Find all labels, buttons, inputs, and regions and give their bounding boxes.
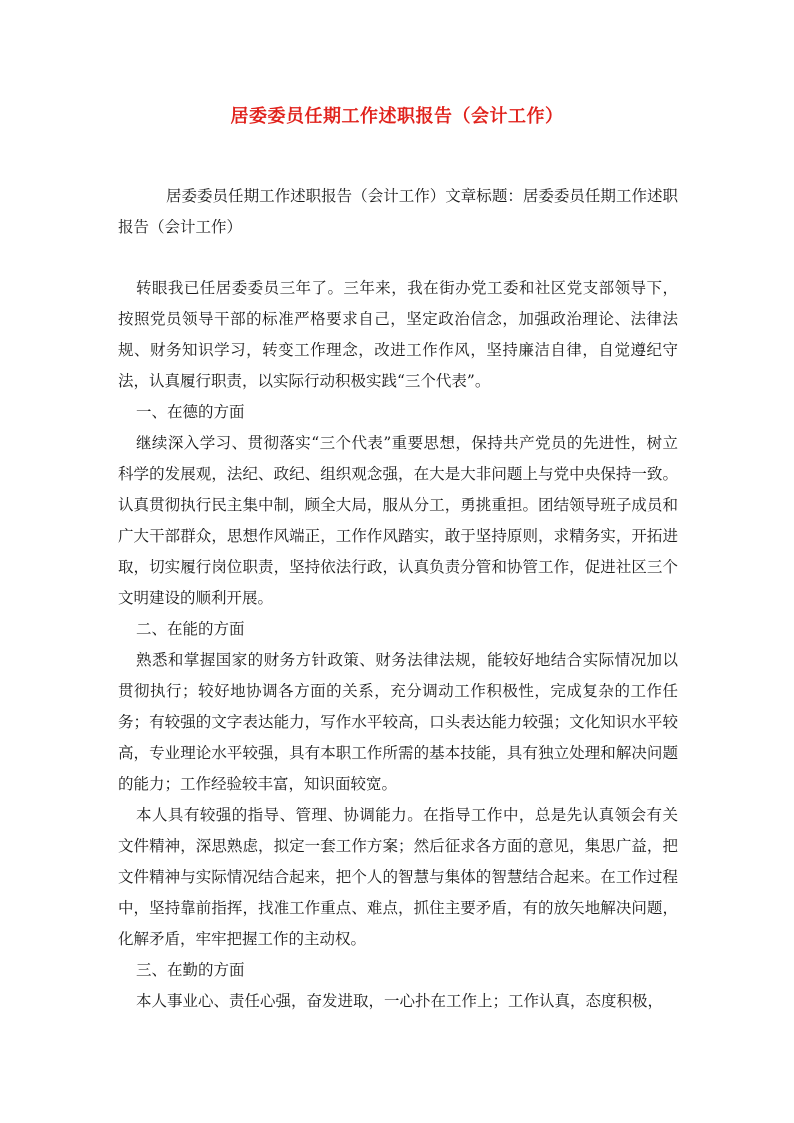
section-heading-diligence: 三、在勤的方面 [136, 961, 245, 979]
paragraph-ability-2: 本人具有较强的指导、管理、协调能力。在指导工作中，总是先认真领会有关文件精神，深思熟虑，拟定一套工作方案；然后征求各方面的意见，集思广益，把文件精神与实际情况结合起来，把个人的智慧与集体的智慧结合起来。在工作过程中，坚持靠前指挥，找准工作重点、难点，抓住主要矛盾，有的放矢地解决问题，化解矛盾，牢牢把握工作的主动权。 [118, 806, 678, 948]
paragraph-diligence: 本人事业心、责任心强，奋发进取，一心扑在工作上；工作认真，态度积极， [136, 992, 664, 1010]
section-heading-ability: 二、在能的方面 [136, 620, 245, 638]
section-heading-morality: 一、在德的方面 [136, 403, 245, 421]
intro-paragraph: 居委委员任期工作述职报告（会计工作）文章标题：居委委员任期工作述职报告（会计工作） [118, 187, 678, 236]
document-body [118, 273, 678, 1017]
paragraph-ability-1: 熟悉和掌握国家的财务方针政策、财务法律法规，能较好地结合实际情况加以贯彻执行；较好地协调各方面的关系，充分调动工作积极性，完成复杂的工作任务；有较强的文字表达能力，写作水平较高，口头表达能力较强；文化知识水平较高，专业理论水平较强，具有本职工作所需的基本技能，具有独立处理和解决问题的能力；工作经验较丰富，知识面较宽。 [118, 651, 678, 793]
paragraph-opening: 转眼我已任居委委员三年了。三年来，我在街办党工委和社区党支部领导下，按照党员领导干部的标准严格要求自己，坚定政治信念，加强政治理论、法律法规、财务知识学习，转变工作理念，改进工作作风，坚持廉洁自律，自觉遵纪守法，认真履行职责，以实际行动积极实践“三个代表”。 [118, 279, 678, 390]
paragraph-morality: 继续深入学习、贯彻落实“三个代表”重要思想，保持共产党员的先进性，树立科学的发展观，法纪、政纪、组织观念强，在大是大非问题上与党中央保持一致。认真贯彻执行民主集中制，顾全大局，服从分工，勇挑重担。团结领导班子成员和广大干部群众，思想作风端正，工作作风踏实，敢于坚持原则，求精务实，开拓进取，切实履行岗位职责，坚持依法行政，认真负责分管和协管工作，促进社区三个文明建设的顺利开展。 [118, 434, 678, 607]
document-title: 居委委员任期工作述职报告（会计工作） [230, 106, 564, 127]
